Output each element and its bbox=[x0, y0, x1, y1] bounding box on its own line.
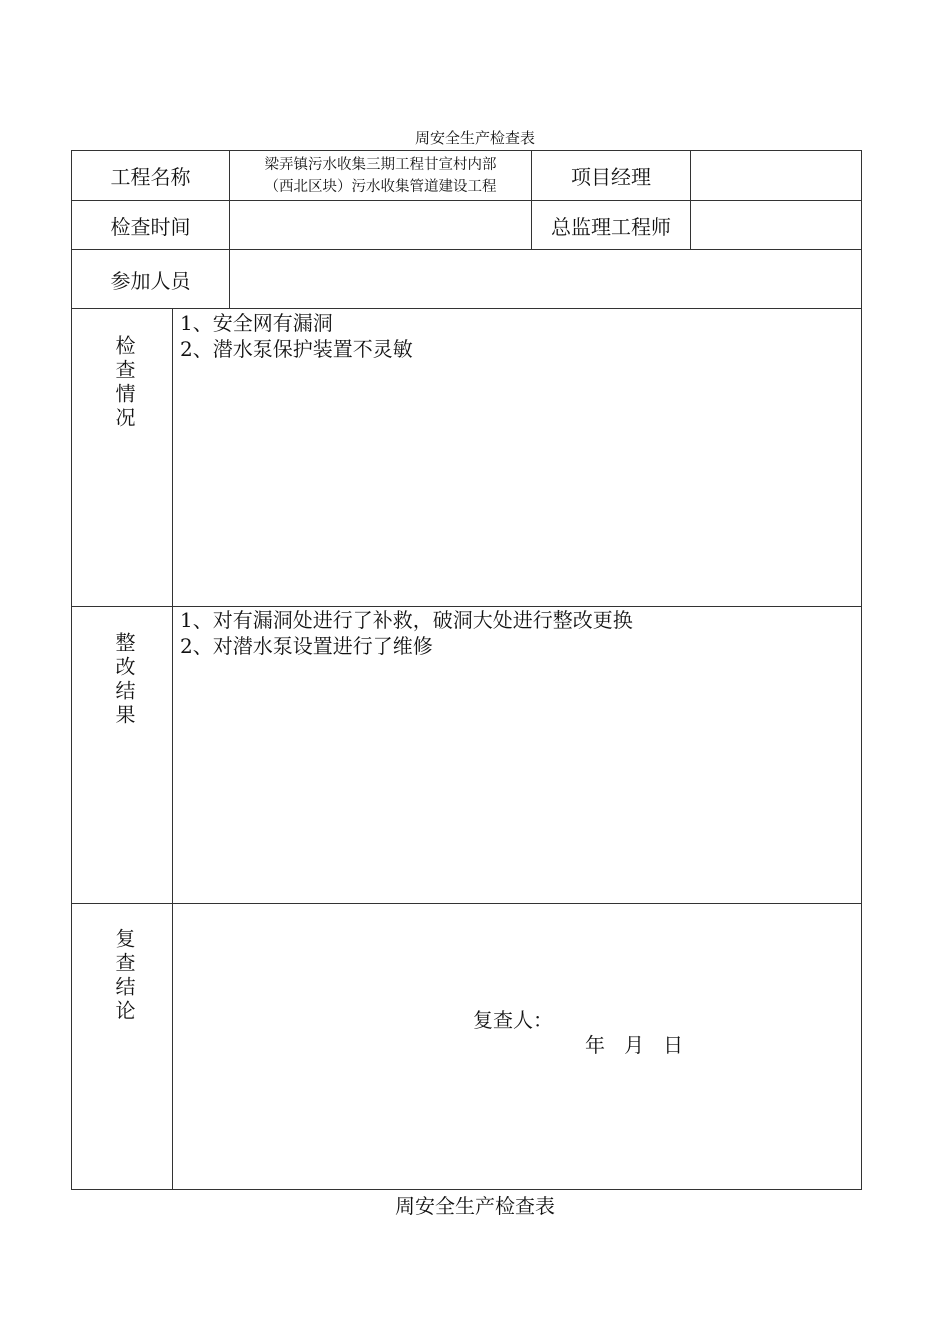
project-manager-label: 项目经理 bbox=[571, 165, 651, 189]
rectification-label: 整改结果 bbox=[112, 632, 136, 728]
participants-label: 参加人员 bbox=[110, 268, 191, 293]
participants-value[interactable] bbox=[230, 250, 861, 308]
project-name-value bbox=[230, 151, 531, 200]
rectification-item: 1、对有漏洞处进行了补救，破洞大处进行整改更换 bbox=[180, 608, 633, 632]
check-time-label: 检查时间 bbox=[110, 214, 191, 239]
footer-title: 周安全生产检查表 bbox=[395, 1194, 555, 1218]
inspection-item: 2、潜水泵保护装置不灵敏 bbox=[180, 337, 413, 361]
inspection-label: 检查情况 bbox=[112, 335, 136, 431]
project-name-line1: 梁弄镇污水收集三期工程甘宣村内部 bbox=[264, 156, 497, 173]
review-label: 复查结论 bbox=[112, 928, 136, 1024]
review-date: 年 月 日 bbox=[585, 1033, 684, 1057]
check-time-value[interactable] bbox=[230, 201, 531, 249]
reviewer-label: 复查人： bbox=[473, 1008, 553, 1032]
rectification-item: 2、对潜水泵设置进行了维修 bbox=[180, 634, 433, 658]
chief-supervisor-label: 总监理工程师 bbox=[551, 214, 671, 239]
project-name-line2: （西北区块）污水收集管道建设工程 bbox=[264, 178, 497, 195]
inspection-item: 1、安全网有漏洞 bbox=[180, 311, 333, 335]
project-manager-value[interactable] bbox=[691, 151, 861, 200]
chief-supervisor-value[interactable] bbox=[691, 201, 861, 249]
inspection-items bbox=[180, 310, 850, 362]
page-title: 周安全生产检查表 bbox=[414, 129, 535, 147]
rectification-items bbox=[180, 607, 850, 659]
project-name-label: 工程名称 bbox=[110, 165, 191, 189]
